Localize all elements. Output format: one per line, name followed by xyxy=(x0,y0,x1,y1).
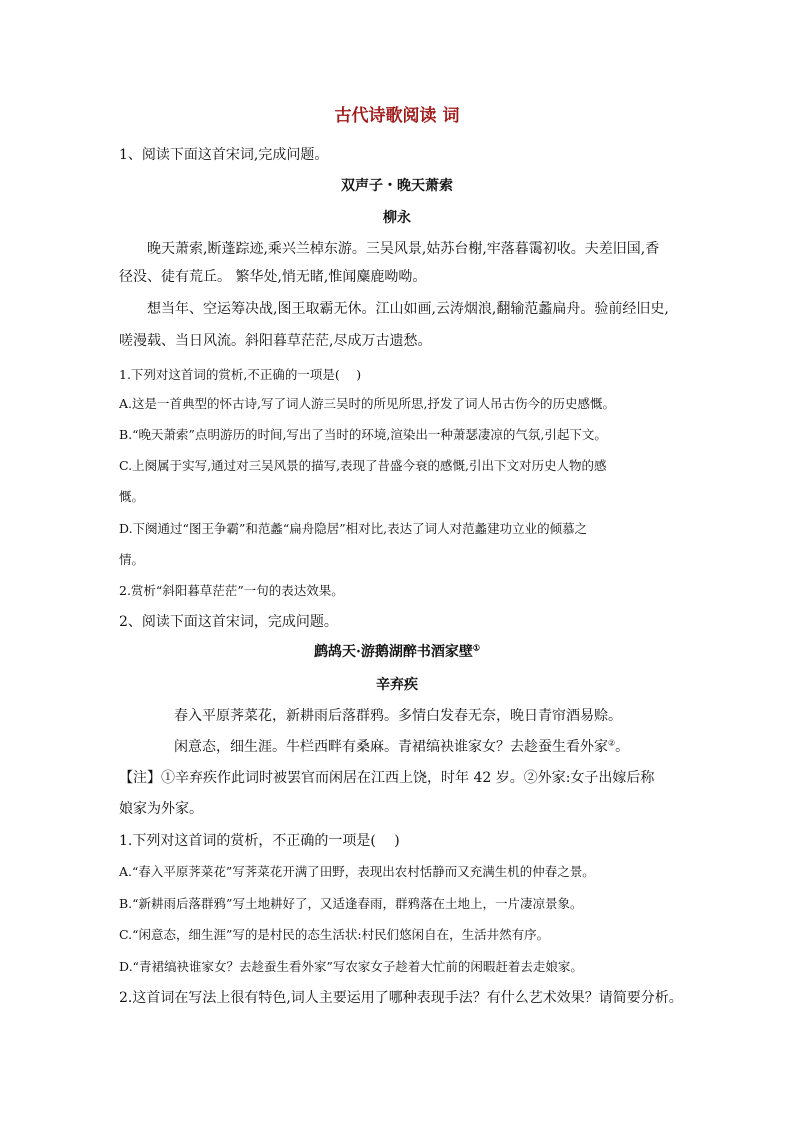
q1-poem-author: 柳永 xyxy=(383,210,411,226)
q2-option-d: D.“青裙缟袂谁家女？去趁蚕生看外家”写农家女子趁着大忙前的闲暇赶着去走娘家。 xyxy=(119,959,583,974)
q1-intro: 1、阅读下面这首宋词,完成问题。 xyxy=(119,147,329,163)
q1-option-a: A.这是一首典型的怀古诗,写了词人游三吴时的所见所思,抒发了词人吊古伤今的历史感慨。 xyxy=(119,396,615,411)
q2-intro: 2、阅读下面这首宋词，完成问题。 xyxy=(119,614,338,630)
q2-poem-line2 xyxy=(174,737,629,757)
q2-sub-question-1: 1.下列对这首词的赏析，不正确的一项是( ) xyxy=(119,833,400,849)
q2-note-line2: 娘家为外家。 xyxy=(119,801,203,817)
q2-option-b: B.“新耕雨后落群鸦”写土地耕好了，又适逢春雨，群鸦落在土地上，一片凄凉景象。 xyxy=(119,896,583,911)
q1-option-d-line1: D.下阕通过“图王争霸”和范蠡“扁舟隐居”相对比,表达了词人对范蠡建功立业的倾慕之 xyxy=(119,521,588,536)
q1-poem-title: 双声子・晚天萧索 xyxy=(341,178,453,194)
q2-poem-title xyxy=(0,642,794,662)
q2-option-a: A.“春入平原荠菜花”写荠菜花开满了田野，表现出农村恬静而又充满生机的仲春之景。 xyxy=(119,864,595,879)
q2-poem-author: 辛弃疾 xyxy=(376,677,418,693)
q2-poem-line2-text: 闲意态，细生涯。牛栏西畔有桑麻。青裙缟袂谁家女？去趁蚕生看外家 xyxy=(174,739,608,755)
q1-stanza2-line2: 嗟漫载、当日风流。斜阳暮草茫茫,尽成万古遗愁。 xyxy=(119,333,432,349)
q1-stanza1-line1: 晚天萧索,断蓬踪迹,乘兴兰棹东游。三吴风景,姑苏台榭,牢落暮霭初收。夫差旧国,香 xyxy=(147,241,660,257)
q2-poem-line2-footnote-mark: ② xyxy=(608,738,616,748)
q2-poem-title-footnote-mark: ① xyxy=(472,642,481,653)
q1-option-c-line1: C.上阕属于实写,通过对三吴风景的描写,表现了昔盛今衰的感慨,引出下文对历史人物的感 xyxy=(119,458,607,473)
q2-note-line1: 【注】①辛弃疾作此词时被罢官而闲居在江西上饶，时年 42 岁。②外家:女子出嫁后称 xyxy=(119,770,655,786)
q1-sub-question-1: 1.下列对这首词的赏析,不正确的一项是( ) xyxy=(119,367,362,382)
q2-poem-title-text: 鹧鸪天·游鹅湖醉书酒家壁 xyxy=(313,644,473,660)
q1-stanza1-line2: 径没、徒有荒丘。 繁华处,悄无睹,惟闻麋鹿呦呦。 xyxy=(119,269,427,285)
q1-stanza2-line1: 想当年、空运筹决战,图王取霸无休。江山如画,云涛烟浪,翻输范蠡扁舟。验前经旧史, xyxy=(147,301,669,317)
q1-option-c-line2: 慨。 xyxy=(119,489,145,504)
q2-poem-line1: 春入平原荠菜花，新耕雨后落群鸦。多情白发春无奈，晚日青帘酒易赊。 xyxy=(174,708,622,724)
q2-option-c: C.“闲意态，细生涯”写的是村民的态生活状:村民们悠闲自在，生活井然有序。 xyxy=(119,927,550,942)
q1-option-b: B.“晚天萧索”点明游历的时间,写出了当时的环境,渲染出一种萧瑟凄凉的气氛,引起下文。 xyxy=(119,427,607,442)
page-title: 古代诗歌阅读 词 xyxy=(334,106,460,126)
q1-option-d-line2: 情。 xyxy=(119,552,145,567)
q2-sub-question-2: 2.这首词在写法上很有特色,词人主要运用了哪种表现手法？有什么艺术效果？请简要分析。 xyxy=(119,990,683,1006)
q1-sub-question-2: 2.赏析“斜阳暮草茫茫”一句的表达效果。 xyxy=(119,583,344,598)
q2-poem-line2-end: 。 xyxy=(615,739,630,755)
